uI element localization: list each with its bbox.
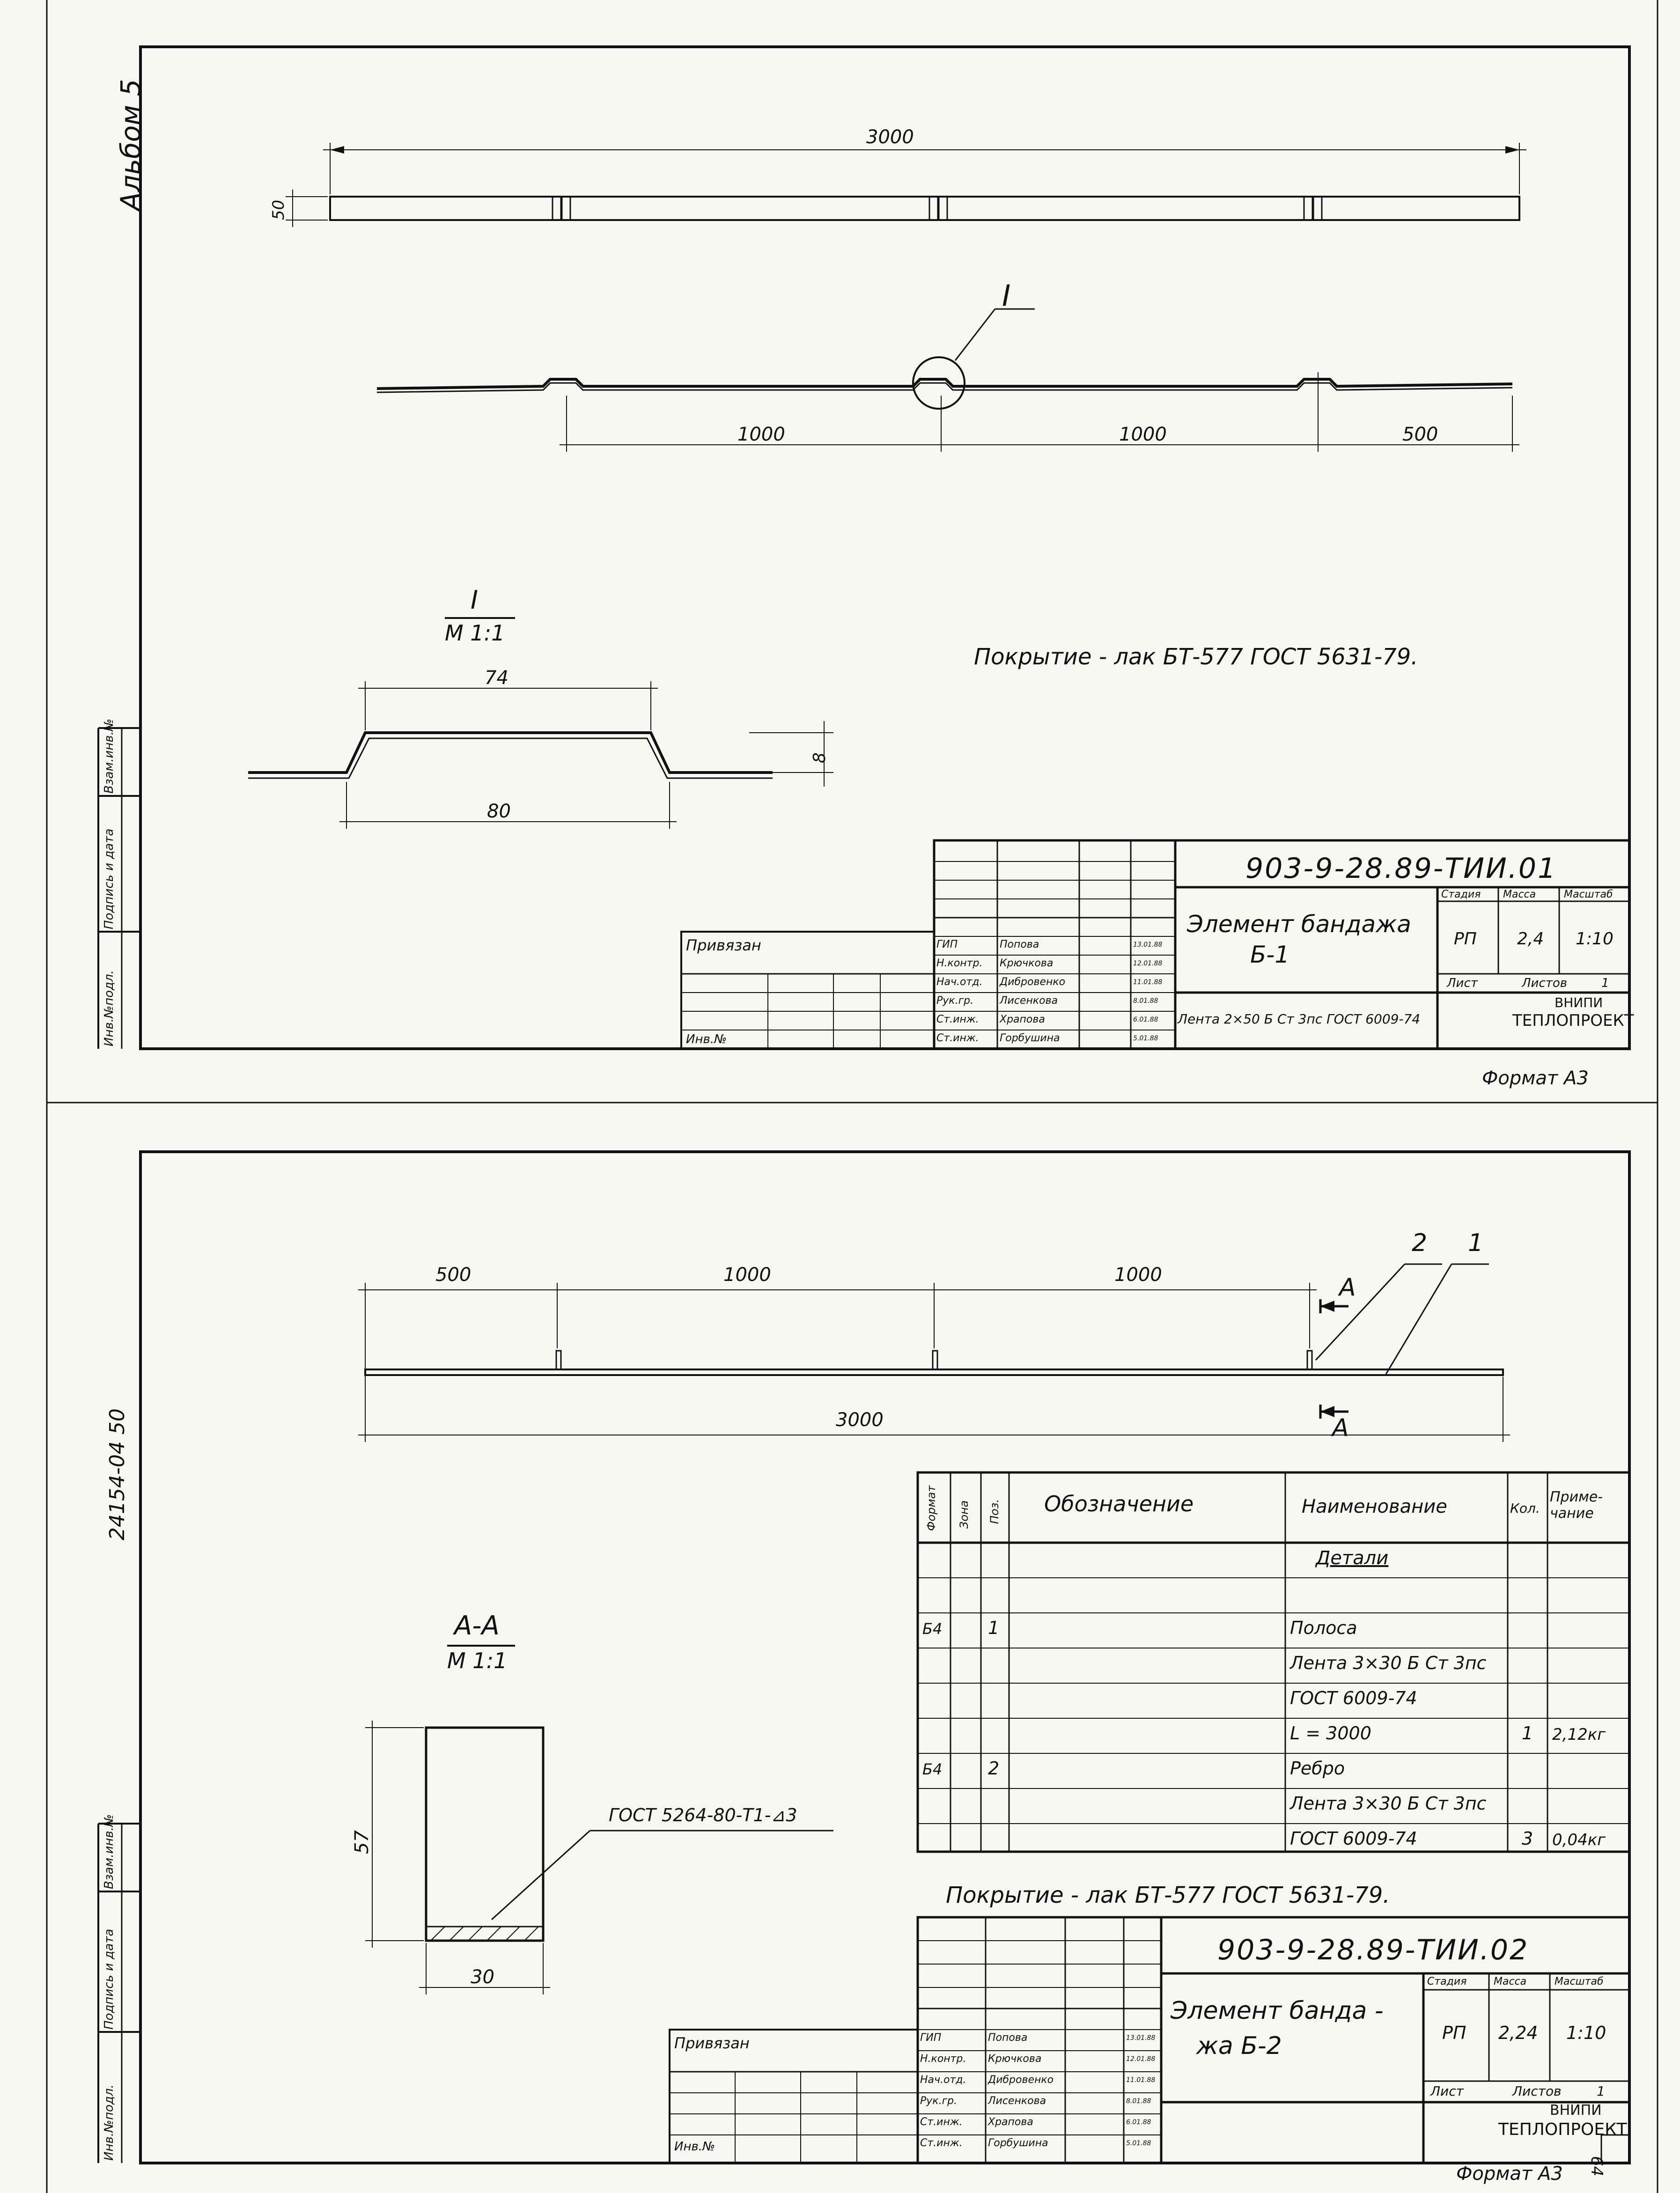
spec-header-designation: Обозначение [1044, 1491, 1194, 1516]
name-cell: Горбушина [988, 2137, 1048, 2149]
name-cell: Лисенкова [988, 2095, 1046, 2107]
dim-1000: 1000 [1114, 1264, 1162, 1286]
spec-row-qty: 1 [1522, 1723, 1533, 1744]
section-mark: А [1332, 1414, 1349, 1442]
role-cell: Н.контр. [936, 957, 983, 969]
date-cell: 11.01.88 [1126, 2076, 1156, 2084]
spec-row-note: 2,12кг [1552, 1725, 1606, 1744]
spec-header-note: Приме-чание [1550, 1489, 1603, 1522]
role-cell: Ст.инж. [920, 2116, 963, 2128]
stage-value: РП [1454, 929, 1477, 949]
date-cell: 6.01.88 [1126, 2119, 1151, 2126]
coating-note: Покрытие - лак БТ-577 ГОСТ 5631-79. [946, 1882, 1390, 1908]
org-name: ВНИПИ [1550, 2102, 1602, 2119]
sheet-header: Лист [1447, 976, 1478, 990]
drawing-title: Элемент бандажа [1187, 911, 1411, 938]
spec-section-title: Детали [1316, 1547, 1389, 1569]
name-cell: Горбушина [1000, 1032, 1060, 1044]
name-cell: Храпова [1000, 1014, 1045, 1025]
spec-row-name: Ребро [1290, 1758, 1345, 1779]
role-cell: Ст.инж. [920, 2137, 963, 2149]
position-2: 2 [1412, 1229, 1428, 1257]
role-cell: Ст.инж. [936, 1032, 979, 1044]
detail-scale: М 1:1 [445, 620, 505, 646]
scale-header: Масштаб [1555, 1976, 1604, 1987]
drawing-title-2: Б-1 [1250, 941, 1290, 968]
spec-row-name: Лента 3×30 Б Ст 3пс [1290, 1653, 1487, 1673]
role-cell: ГИП [920, 2032, 942, 2044]
strip-inv-orig: Инв.№подл. [102, 970, 116, 1046]
page-number: 64 [1587, 2156, 1606, 2177]
dim-80: 80 [487, 801, 511, 822]
inv-no-label: Инв.№ [686, 1032, 727, 1046]
date-cell: 8.01.88 [1133, 997, 1158, 1005]
spec-header-name: Наименование [1302, 1496, 1447, 1517]
strip-inv-orig: Инв.№подл. [102, 2084, 116, 2161]
role-cell: Нач.отд. [920, 2074, 966, 2086]
weld-note: ГОСТ 5264-80-Т1-⊿3 [609, 1805, 797, 1825]
stage-value: РП [1442, 2023, 1466, 2043]
detail-title: I [471, 585, 478, 615]
sheets-value: 1 [1597, 2083, 1605, 2099]
scale-value: 1:10 [1566, 2023, 1606, 2043]
dim-3000: 3000 [836, 1409, 884, 1431]
name-cell: Дибровенко [1000, 976, 1066, 988]
format-label: Формат А3 [1482, 1067, 1589, 1089]
name-cell: Попова [1000, 939, 1039, 950]
drawing-code: 903-9-28.89-ТИИ.02 [1217, 1934, 1529, 1966]
format-label: Формат А3 [1456, 2163, 1563, 2185]
material-note: Лента 2×50 Б Ст 3пс ГОСТ 6009-74 [1178, 1011, 1421, 1027]
mass-value: 2,4 [1517, 929, 1544, 949]
spec-row-note: 0,04кг [1552, 1831, 1606, 1849]
dim-1000: 1000 [1119, 424, 1167, 445]
scale-header: Масштаб [1564, 889, 1613, 900]
spec-header-format: Формат [925, 1485, 938, 1531]
sheet-header: Лист [1430, 2083, 1464, 2099]
drawing-code: 903-9-28.89-ТИИ.01 [1245, 852, 1557, 885]
spec-row-name: Лента 3×30 Б Ст 3пс [1290, 1793, 1487, 1814]
strip-vzam-inv: Взам.инв.№ [102, 719, 116, 794]
name-cell: Дибровенко [988, 2074, 1054, 2086]
strip-vzam-inv: Взам.инв.№ [102, 1814, 116, 1889]
name-cell: Попова [988, 2032, 1028, 2044]
side-number: 24154-04 50 [105, 1408, 129, 1540]
org-name-2: ТЕПЛОПРОЕКТ [1512, 1011, 1634, 1030]
album-label: Альбом 5 [115, 79, 147, 211]
arrowhead [1320, 1301, 1334, 1312]
arrowhead [1505, 146, 1519, 154]
role-cell: Нач.отд. [936, 976, 983, 988]
stage-header: Стадия [1441, 889, 1481, 900]
spec-row-name: Полоса [1290, 1618, 1357, 1638]
dim-8: 8 [810, 752, 829, 763]
position-1: 1 [1468, 1229, 1484, 1257]
role-cell: Н.контр. [920, 2053, 966, 2065]
stage-header: Стадия [1427, 1976, 1467, 1987]
date-cell: 13.01.88 [1126, 2034, 1156, 2042]
coating-note: Покрытие - лак БТ-577 ГОСТ 5631-79. [974, 644, 1418, 670]
name-cell: Храпова [988, 2116, 1033, 2128]
date-cell: 5.01.88 [1126, 2140, 1151, 2147]
date-cell: 12.01.88 [1133, 960, 1163, 967]
sheets-header: Листов [1522, 976, 1568, 990]
mass-header: Масса [1503, 889, 1536, 900]
section-mark: А [1339, 1273, 1356, 1302]
date-cell: 12.01.88 [1126, 2055, 1156, 2063]
date-cell: 13.01.88 [1133, 941, 1163, 949]
mass-value: 2,24 [1498, 2023, 1538, 2043]
date-cell: 6.01.88 [1133, 1016, 1158, 1023]
org-name-2: ТЕПЛОПРОЕКТ [1498, 2120, 1627, 2139]
spec-row-pos: 1 [988, 1618, 1000, 1638]
org-name: ВНИПИ [1555, 995, 1603, 1010]
dim-50: 50 [269, 199, 288, 220]
name-cell: Лисенкова [1000, 995, 1058, 1007]
dim-500: 500 [1402, 424, 1438, 445]
spec-row-name: ГОСТ 6009-74 [1290, 1828, 1417, 1849]
date-cell: 11.01.88 [1133, 979, 1163, 986]
drawing-title: Элемент банда - [1171, 1997, 1384, 2025]
spec-header-zone: Зона [958, 1500, 971, 1529]
arrowhead [330, 146, 344, 154]
role-cell: Рук.гр. [920, 2095, 958, 2107]
dim-500: 500 [435, 1264, 472, 1286]
dim-1000: 1000 [723, 1264, 771, 1286]
name-cell: Крючкова [1000, 957, 1054, 969]
dim-3000: 3000 [866, 126, 914, 148]
drawing-title-2: жа Б-2 [1196, 2032, 1282, 2060]
spec-row-name: L = 3000 [1290, 1723, 1371, 1744]
role-cell: Рук.гр. [936, 995, 974, 1007]
strip-signature-date: Подпись и дата [102, 1928, 116, 2030]
spec-header-pos: Поз. [988, 1499, 1001, 1524]
spec-row-format: Б4 [922, 1620, 943, 1638]
spec-header-qty: Кол. [1510, 1501, 1540, 1516]
spec-row-qty: 3 [1522, 1828, 1533, 1849]
section-scale: М 1:1 [447, 1648, 508, 1673]
section-title: А-А [454, 1611, 500, 1641]
dim-74: 74 [485, 667, 508, 689]
strip-signature-date: Подпись и дата [102, 828, 116, 929]
mass-header: Масса [1494, 1976, 1527, 1987]
privyazan-label: Привязан [674, 2034, 750, 2052]
date-cell: 5.01.88 [1133, 1035, 1158, 1042]
sheets-header: Листов [1512, 2083, 1562, 2099]
role-cell: Ст.инж. [936, 1014, 979, 1025]
role-cell: ГИП [936, 939, 958, 950]
dim-57: 57 [351, 1830, 373, 1854]
spec-row-format: Б4 [922, 1760, 943, 1778]
date-cell: 8.01.88 [1126, 2097, 1151, 2105]
inv-no-label: Инв.№ [674, 2140, 715, 2154]
dim-30: 30 [471, 1966, 494, 1988]
sheets-value: 1 [1601, 976, 1609, 990]
spec-row-name: ГОСТ 6009-74 [1290, 1688, 1417, 1708]
dim-1000: 1000 [737, 424, 785, 445]
scale-value: 1:10 [1576, 929, 1614, 949]
name-cell: Крючкова [988, 2053, 1042, 2065]
callout-I: I [1002, 279, 1011, 313]
spec-row-pos: 2 [988, 1758, 1000, 1779]
privyazan-label: Привязан [686, 936, 761, 954]
